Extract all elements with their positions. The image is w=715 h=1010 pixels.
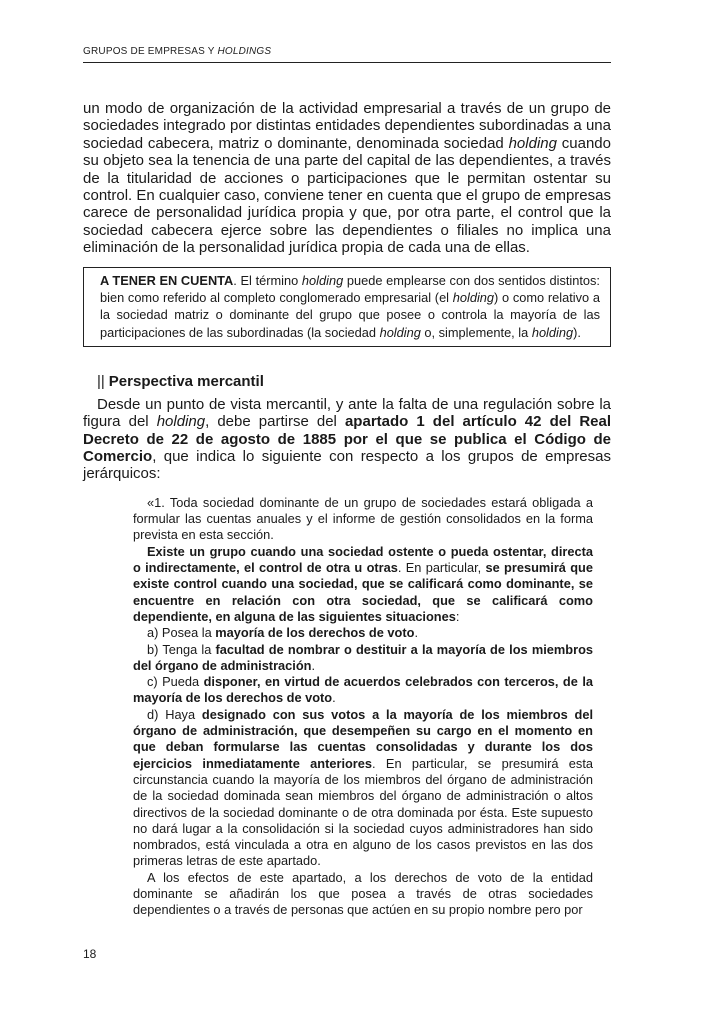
mercantil-text: , debe partirse del xyxy=(205,413,345,431)
quote-text: . En particular, se presumirá esta circunstancia cuando la mayoría de los miembros del órgano de administración de la sociedad dominada sean miembros del órgano de administración o altos directivos de la sociedad dominante o de otra dominada por ésta. Este supuesto no dará lugar a la consolidación si la sociedad cuyos administradores han sido nombrados, está vinculada a otra en alguno de los casos previstos en las dos primeras letras de este apartado. xyxy=(133,755,593,869)
intro-paragraph xyxy=(83,100,611,257)
quote-text: d) Haya xyxy=(147,706,202,722)
quote-text: . xyxy=(311,657,316,673)
quote-text: . En particular, xyxy=(397,560,486,576)
callout-text: o, simplemente, la xyxy=(420,324,532,340)
header-title: GRUPOS DE EMPRESAS Y xyxy=(83,46,218,57)
mercantil-text: Desde un punto de vista mercantil, y ante la falta de una regulación sobre la figura del xyxy=(83,395,611,431)
mercantil-bold: apartado 1 del artículo 42 del Real Decreto de 22 de agosto de 1885 por el que se publica el Código de Comercio xyxy=(83,413,611,466)
mercantil-italic: holding xyxy=(156,413,206,431)
header-title-italic: HOLDINGS xyxy=(217,46,272,57)
quote-text: a) Posea la xyxy=(147,625,216,641)
mercantil-text: , que indica lo siguiente con respecto a los grupos de empresas jerárquicos: xyxy=(83,448,611,483)
quote-text: b) Tenga la xyxy=(147,641,216,657)
callout-italic: holding xyxy=(301,272,344,288)
quote-item-d xyxy=(133,707,593,870)
section-title: Perspectiva mercantil xyxy=(108,372,264,390)
callout-italic: holding xyxy=(452,289,495,305)
callout-label: A TENER EN CUENTA xyxy=(100,272,234,288)
intro-text-2: cuando su objeto sea la tenencia de una parte del capital de las dependientes, a través de la titularidad de acciones o participaciones que le permitan ostentar su control. En cualquier caso, conviene tener en cuenta que el grupo de empresas carece de personalidad jurídica propia y que, por otra parte, el control que la sociedad cabecera ejerce sobre las dependientes o filiales no implica una eliminación de la personalidad jurídica propia de cada una de ellas. xyxy=(83,134,611,257)
legal-quote xyxy=(133,495,593,919)
quote-bold: disponer, en virtud de acuerdos celebrados con terceros, de la mayoría de los derechos de voto xyxy=(133,674,593,706)
page-content xyxy=(83,100,611,919)
callout-box xyxy=(83,267,611,347)
callout-italic: holding xyxy=(379,324,421,340)
quote-bold: Existe un grupo cuando una sociedad ostente o pueda ostentar, directa o indirectamente, el control de otra u otras xyxy=(133,543,593,576)
callout-text: ). xyxy=(573,324,581,340)
quote-item-b xyxy=(133,642,593,675)
quote-paragraph-1: «1. Toda sociedad dominante de un grupo de sociedades estará obligada a formular las cuentas anuales y el informe de gestión consolidados en la forma prevista en esta sección. xyxy=(133,494,593,543)
quote-bold: mayoría de los derechos de voto xyxy=(215,625,415,641)
mercantil-paragraph xyxy=(83,396,611,483)
section-bar: || xyxy=(97,372,105,390)
quote-paragraph-2 xyxy=(133,544,593,625)
quote-bold: facultad de nombrar o destituir a la mayoría de los miembros del órgano de administración xyxy=(133,641,594,673)
page-number: 18 xyxy=(83,947,97,961)
section-heading xyxy=(97,373,611,390)
running-header xyxy=(83,46,611,63)
quote-bold: se presumirá que existe control cuando una sociedad, que se calificará como dominante, se encuentre en relación con otra sociedad, que se calificará como dependiente, en alguna de las siguientes situaciones xyxy=(133,560,593,624)
quote-text: . xyxy=(332,690,336,706)
callout-text: . El término xyxy=(233,272,302,288)
intro-text-1: un modo de organización de la actividad empresarial a través de un grupo de sociedades integrado por distintas entidades dependientes subordinadas a una sociedad cabecera, matriz o dominante, denominada sociedad xyxy=(83,100,611,152)
callout-text: ) o como relativo a la sociedad matriz o dominante del grupo que posee o controla la mayoría de las participaciones de las subordinadas (la sociedad xyxy=(100,289,600,340)
quote-text: . xyxy=(414,625,418,641)
intro-italic: holding xyxy=(508,134,557,152)
quote-paragraph-last: A los efectos de este apartado, a los derechos de voto de la entidad dominante se añadirán los que posea a través de otras sociedades dependientes o a través de personas que actúen en su propio nombre pero por xyxy=(133,869,593,918)
quote-text: c) Pueda xyxy=(147,674,204,690)
quote-bold: designado con sus votos a la mayoría de los miembros del órgano de administración, que desempeñen su cargo en el momento en que deban formularse las cuentas consolidadas y durante los dos ejercicios inmediatamente anteriores xyxy=(133,706,593,771)
callout-text: puede emplearse con dos sentidos distintos: bien como referido al completo conglomerado empresarial (el xyxy=(100,272,600,305)
callout-italic: holding xyxy=(531,324,574,340)
quote-text: : xyxy=(455,608,460,624)
quote-item-a xyxy=(133,625,593,641)
quote-item-c xyxy=(133,674,593,707)
